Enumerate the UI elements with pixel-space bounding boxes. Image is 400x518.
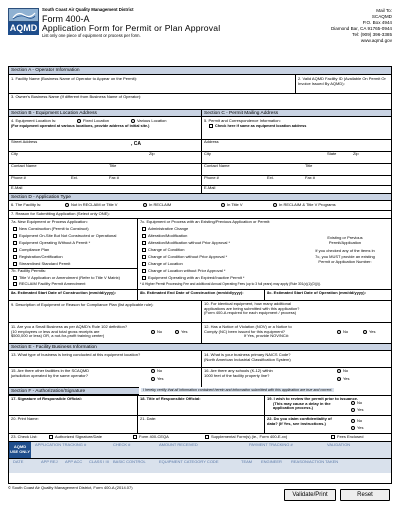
option-7a-6-checkbox[interactable] bbox=[13, 262, 17, 266]
description-label: 9. Description of Equipment or Reason for Compliance Plan (list applicable rule): bbox=[11, 302, 154, 307]
form-title: Application Form for Permit or Plan Approval bbox=[42, 23, 221, 34]
label-line: jurisdiction operated by the same operator? bbox=[11, 372, 88, 378]
official-title-label: 18. Title of Responsible Official: bbox=[140, 396, 201, 401]
nov-no-radio[interactable] bbox=[337, 330, 341, 334]
option-7a-2-label: Equipment On-Site But Not Constructed or Operational bbox=[19, 233, 117, 238]
aqmd-cell: EQUIPMENT CATEGORY CODE bbox=[159, 459, 219, 464]
not-reclaim-radio[interactable] bbox=[65, 203, 69, 207]
section-a-header: Section A - Operator Information bbox=[9, 67, 391, 75]
option-7a-3-checkbox[interactable] bbox=[13, 241, 17, 245]
label-line: $500,000 or less) OR, a not-for-profit training center) bbox=[11, 333, 105, 339]
fax-label: Fax # bbox=[109, 175, 120, 180]
label-line: 14. What is your business primary NAICS Code? bbox=[204, 352, 291, 357]
in-reclaim-radio[interactable] bbox=[143, 203, 147, 207]
start-operation-label: 8c. Estimated Start Date of Operation (mm/dd/yyyy): bbox=[267, 290, 366, 295]
note-line: Permit or Application Number: bbox=[318, 258, 372, 264]
label-line: 12. Has a Notice of Violation (NOV) or a Notice to bbox=[204, 324, 292, 329]
small-business-yes-radio[interactable] bbox=[175, 330, 179, 334]
mailing-title-label: Title bbox=[305, 163, 313, 168]
option-7c-8-checkbox[interactable] bbox=[142, 276, 146, 280]
option-7c-3-label: Alteration/Modification without Prior Approval * bbox=[148, 240, 231, 245]
fixed-location-radio[interactable] bbox=[77, 119, 81, 123]
mail-line: Diamond Bar, CA 91765-0944 bbox=[330, 25, 392, 31]
no-label: No bbox=[157, 329, 163, 334]
aqmd-logo bbox=[8, 8, 39, 36]
signature-label: 17. Signature of Responsible Official: bbox=[11, 396, 82, 401]
checklist-label: 23. Check List: bbox=[11, 434, 38, 439]
aqmd-cell: TEAM bbox=[241, 459, 253, 464]
checklist-fees-checkbox[interactable] bbox=[331, 435, 335, 439]
various-location-radio[interactable] bbox=[131, 119, 135, 123]
facility-id-label: 2. Valid AQMD Facility ID (Available On Permit Or Invoice Issued By AQMD): bbox=[298, 76, 386, 86]
label-line: (This may cause a delay in the bbox=[273, 400, 331, 406]
checklist-signature-label: Authorized Signature/Date bbox=[55, 434, 102, 439]
label-line: 22. Do you claim confidentiality of bbox=[267, 416, 332, 421]
yes-label: Yes bbox=[343, 376, 350, 381]
label-line: 1000 feet of the facility property line? bbox=[204, 372, 270, 378]
checklist-ceqa-label: Form 400-CEQA bbox=[139, 434, 169, 439]
aqmd-cell: AMOUNT RECEIVED bbox=[159, 442, 198, 447]
form-subtitle: List only one piece of equipment or process per form. bbox=[42, 33, 141, 39]
nov-label bbox=[204, 325, 292, 339]
small-business-label bbox=[11, 325, 127, 339]
mailing-city-label: City bbox=[204, 151, 211, 156]
other-facilities-yes-radio[interactable] bbox=[151, 377, 155, 381]
option-7a-5-checkbox[interactable] bbox=[13, 255, 17, 259]
option-7c-1-checkbox[interactable] bbox=[142, 227, 146, 231]
option-7c-3-checkbox[interactable] bbox=[142, 241, 146, 245]
option-7b-2-checkbox[interactable] bbox=[13, 282, 17, 286]
note-line: Permit/Application bbox=[328, 240, 362, 246]
section-c-header: Section C - Permit Mailing Address bbox=[201, 109, 391, 117]
label-line: If Yes, provide NOV/NC#: bbox=[244, 333, 290, 339]
option-7a-1-checkbox[interactable] bbox=[13, 227, 17, 231]
option-7c-4-label: Change of Condition bbox=[148, 247, 185, 252]
print-name-label: 20. Print Name: bbox=[11, 416, 39, 421]
existing-equipment-label: 7c. Equipment or Process with an Existing/Previous Application or Permit: bbox=[140, 219, 271, 224]
confidential-yes-radio[interactable] bbox=[351, 426, 355, 430]
option-7c-5-checkbox[interactable] bbox=[142, 255, 146, 259]
phone-label: Phone # bbox=[11, 175, 26, 180]
section-d-header: Section D - Application Type bbox=[9, 193, 391, 201]
option-7a-1-label: New Construction (Permit to Construct) bbox=[19, 226, 89, 231]
option-7a-5-label: Registration/Certification bbox=[19, 254, 63, 259]
certification-text: I hereby certify that all information contained herein and information submitted with this application are true and correct. bbox=[143, 388, 333, 392]
reason-label: 7. Reason for Submitting Application (Select only ONE): bbox=[11, 211, 110, 216]
checklist-supplemental-checkbox[interactable] bbox=[205, 435, 209, 439]
location-note: (For equipment operated at various locations, provide address of initial site.) bbox=[11, 124, 150, 128]
label-line: AQMD bbox=[13, 444, 27, 449]
logo-graphic bbox=[8, 8, 39, 22]
end-construction-label: 8b. Estimated End Date of Construction (mm/dd/yyyy): bbox=[140, 290, 244, 295]
fee-note: * A Higher Permit Processing Fee and additional Annual Operating Fees (up to 3 full years) may apply (Rule 301(c)(1)(D)(i)). bbox=[140, 282, 321, 286]
business-type-label: 13. What type of business is being conducted at this equipment location? bbox=[11, 352, 141, 357]
other-facilities-label bbox=[11, 369, 89, 378]
street-address-label: Street Address bbox=[11, 139, 38, 144]
checklist-supplemental-label: Supplemental Form(s) (ie., Form 400-E-xx) bbox=[211, 434, 288, 439]
ca-label: , CA bbox=[131, 141, 141, 147]
no-label: No bbox=[357, 400, 363, 405]
facility-permits-label: 7b. Facility Permits: bbox=[11, 268, 46, 273]
no-label: No bbox=[357, 418, 363, 423]
reclaim-title-v-label: In RECLAIM & Title V Programs bbox=[279, 202, 336, 207]
label-line: 15. Are there other facilities in the SCAQMD bbox=[11, 368, 90, 373]
label-line: 16. Are there any schools (K-12) within bbox=[204, 368, 273, 373]
mailing-phone-label: Phone # bbox=[204, 175, 219, 180]
checklist-ceqa-checkbox[interactable] bbox=[133, 435, 137, 439]
mail-line: P.O. Box 4944 bbox=[362, 19, 392, 25]
small-business-no-radio[interactable] bbox=[151, 330, 155, 334]
no-label: No bbox=[343, 368, 349, 373]
mailing-state-label: State bbox=[327, 151, 337, 156]
contact-name-label: Contact Name bbox=[11, 163, 37, 168]
option-7b-1-label: Title V Application or Amendment (Refer to Title V Matrix) bbox=[19, 275, 121, 280]
option-7c-1-label: Administrative Change bbox=[148, 226, 189, 231]
start-construction-label: 8a. Estimated Start Date of Construction (mm/dd/yyyy): bbox=[11, 290, 116, 295]
aqmd-cell: APP ACC bbox=[65, 459, 83, 464]
city-label: City bbox=[11, 151, 18, 156]
date-label: 21. Date: bbox=[140, 416, 157, 421]
option-7c-7-label: Change of Location without Prior Approval * bbox=[148, 268, 226, 273]
option-7a-4-label: Compliance Plan bbox=[19, 247, 50, 252]
mailing-address-label: Address bbox=[204, 139, 219, 144]
ext-label: Ext. bbox=[71, 175, 78, 180]
option-7c-2-checkbox[interactable] bbox=[142, 234, 146, 238]
mail-line: SCAQMD bbox=[371, 13, 392, 19]
footer-copyright: © South Coast Air Quality Management District, Form 400-A (2014.07) bbox=[8, 485, 133, 490]
identical-equipment-label bbox=[204, 302, 299, 316]
label-line: 10. For identical equipment, how many additional bbox=[204, 301, 291, 306]
option-7c-7-checkbox[interactable] bbox=[142, 269, 146, 273]
checklist-fees-label: Fees Enclosed bbox=[337, 434, 364, 439]
note-line: 7c, you MUST provide an existing bbox=[315, 253, 375, 259]
label-line: (10 employees or less and total gross receipts are bbox=[11, 328, 100, 334]
label-line: USE ONLY bbox=[9, 448, 31, 454]
fixed-location-label: Fixed Location bbox=[83, 118, 110, 123]
label-line: 19. I wish to review the permit prior to issuance. bbox=[267, 396, 359, 401]
yes-label: Yes bbox=[369, 329, 376, 334]
facility-name-label: 1. Facility Name (Business Name of Operator to Appear on the Permit): bbox=[11, 76, 138, 81]
form-header bbox=[42, 8, 242, 39]
title-label: Title bbox=[109, 163, 117, 168]
aqmd-cell: CLASS I III bbox=[89, 459, 109, 464]
in-title-v-radio[interactable] bbox=[221, 203, 225, 207]
no-label: No bbox=[157, 368, 163, 373]
label-line: (Form 400-A required for each equipment / process) bbox=[204, 310, 297, 316]
no-label: No bbox=[343, 329, 349, 334]
confidential-no-radio[interactable] bbox=[351, 419, 355, 423]
aqmd-cell: VALIDATION bbox=[327, 442, 351, 447]
schools-yes-radio[interactable] bbox=[337, 377, 341, 381]
aqmd-cell: APP REJ bbox=[41, 459, 58, 464]
mail-line: Tel: (909) 396-3385 bbox=[352, 31, 392, 37]
checklist-signature-checkbox[interactable] bbox=[49, 435, 53, 439]
section-b-header: Section B - Equipment Location Address bbox=[9, 109, 201, 117]
option-7c-8-label: Equipment Operating with an Expired/Inactive Permit * bbox=[148, 275, 245, 280]
in-reclaim-label: In RECLAIM bbox=[149, 202, 172, 207]
existing-permit-note bbox=[305, 235, 385, 264]
mail-to-block bbox=[282, 8, 392, 44]
option-7a-2-checkbox[interactable] bbox=[13, 234, 17, 238]
reset-button[interactable]: Reset bbox=[340, 489, 390, 501]
option-7c-5-label: Change of Condition without Prior Approval * bbox=[148, 254, 228, 259]
other-facilities-no-radio[interactable] bbox=[151, 369, 155, 373]
yes-label: Yes bbox=[157, 376, 164, 381]
label-line: Comply (NC) been issued for this equipment? bbox=[204, 328, 285, 334]
mailing-contact-label: Contact Name bbox=[204, 163, 230, 168]
validate-print-button[interactable]: Validate/Print bbox=[284, 489, 336, 501]
note-line: Existing or Previous bbox=[327, 235, 363, 240]
aqmd-cell: PAYMENT TRACKING # bbox=[249, 442, 293, 447]
option-7c-6-label: Change of Location bbox=[148, 261, 183, 266]
aqmd-use-only-label bbox=[9, 442, 31, 458]
various-location-label: Various Location bbox=[137, 118, 167, 123]
review-no-radio[interactable] bbox=[351, 401, 355, 405]
new-equipment-label: 7a. New Equipment or Process Application: bbox=[11, 219, 88, 224]
location-label: 4. Equipment Location Is: bbox=[11, 118, 57, 123]
email-label: E-Mail bbox=[11, 185, 23, 190]
zip-label: Zip bbox=[149, 151, 155, 156]
owner-name-label: 3. Owner's Business Name (If different from Business Name of Operator): bbox=[11, 94, 142, 99]
aqmd-cell: ENGINEER bbox=[261, 459, 282, 464]
section-e-header: Section E - Facility Business Information bbox=[9, 343, 391, 351]
confidentiality-label bbox=[267, 417, 332, 426]
mail-line: www.aqmd.gov bbox=[360, 37, 392, 43]
aqmd-cell: BASIC CONTROL bbox=[113, 459, 146, 464]
facility-is-label: 6. The Facility Is: bbox=[11, 202, 42, 207]
option-7a-6-label: Streamlined Standard Permit bbox=[19, 261, 71, 266]
correspondence-label: 5. Permit and Correspondence Information: bbox=[204, 118, 281, 123]
same-address-label: Check here if same as equipment location address bbox=[215, 124, 307, 128]
schools-label bbox=[204, 369, 273, 378]
label-line: 11. Are you a Small Business as per AQMD's Rule 102 definition? bbox=[11, 324, 128, 329]
option-7c-4-checkbox[interactable] bbox=[142, 248, 146, 252]
same-address-checkbox[interactable] bbox=[209, 124, 213, 128]
option-7a-3-label: Equipment Operating Without A Permit * bbox=[19, 240, 91, 245]
mailing-ext-label: Ext. bbox=[267, 175, 274, 180]
nov-yes-radio[interactable] bbox=[363, 330, 367, 334]
label-line: (North American Industrial Classification System) bbox=[204, 356, 291, 362]
label-line: applications are being submitted with this application? bbox=[204, 305, 300, 311]
yes-label: Yes bbox=[181, 329, 188, 334]
review-yes-radio[interactable] bbox=[351, 408, 355, 412]
option-7b-2-label: RECLAIM Facility Permit Amendment bbox=[19, 281, 86, 286]
mailing-fax-label: Fax # bbox=[305, 175, 316, 180]
note-line: If you checked any of the items in bbox=[315, 248, 375, 254]
mail-line: Mail To: bbox=[376, 8, 392, 13]
not-reclaim-label: Not In RECLAIM or Title V bbox=[71, 202, 118, 207]
form-number: Form 400-A bbox=[42, 13, 90, 24]
aqmd-cell: CHECK # bbox=[113, 442, 131, 447]
label-line: data? (If Yes, see instructions.) bbox=[267, 420, 326, 426]
yes-label: Yes bbox=[357, 425, 364, 430]
option-7c-2-label: Alteration/Modification bbox=[148, 233, 188, 238]
option-7b-1-checkbox[interactable] bbox=[13, 276, 17, 280]
section-f-header: Section F - Authorization/Signature bbox=[9, 387, 139, 395]
reclaim-title-v-radio[interactable] bbox=[273, 203, 277, 207]
option-7c-6-checkbox[interactable] bbox=[142, 262, 146, 266]
review-permit-label bbox=[267, 397, 358, 411]
district-name: South Coast Air Quality Management District bbox=[42, 7, 134, 12]
aqmd-cell: APPLICATION TRACKING # bbox=[35, 442, 87, 447]
logo-text: AQMD bbox=[9, 23, 38, 34]
mailing-email-label: E-Mail bbox=[204, 185, 216, 190]
yes-label: Yes bbox=[357, 407, 364, 412]
label-line: application process.) bbox=[273, 405, 314, 411]
application-form bbox=[8, 66, 392, 484]
schools-no-radio[interactable] bbox=[337, 369, 341, 373]
naics-label bbox=[204, 353, 291, 362]
aqmd-cell: REASON/ACTION TAKEN bbox=[291, 459, 339, 464]
in-title-v-label: In Title V bbox=[227, 202, 243, 207]
aqmd-cell: DATE bbox=[13, 459, 24, 464]
mailing-zip-label: Zip bbox=[353, 151, 359, 156]
option-7a-4-checkbox[interactable] bbox=[13, 248, 17, 252]
